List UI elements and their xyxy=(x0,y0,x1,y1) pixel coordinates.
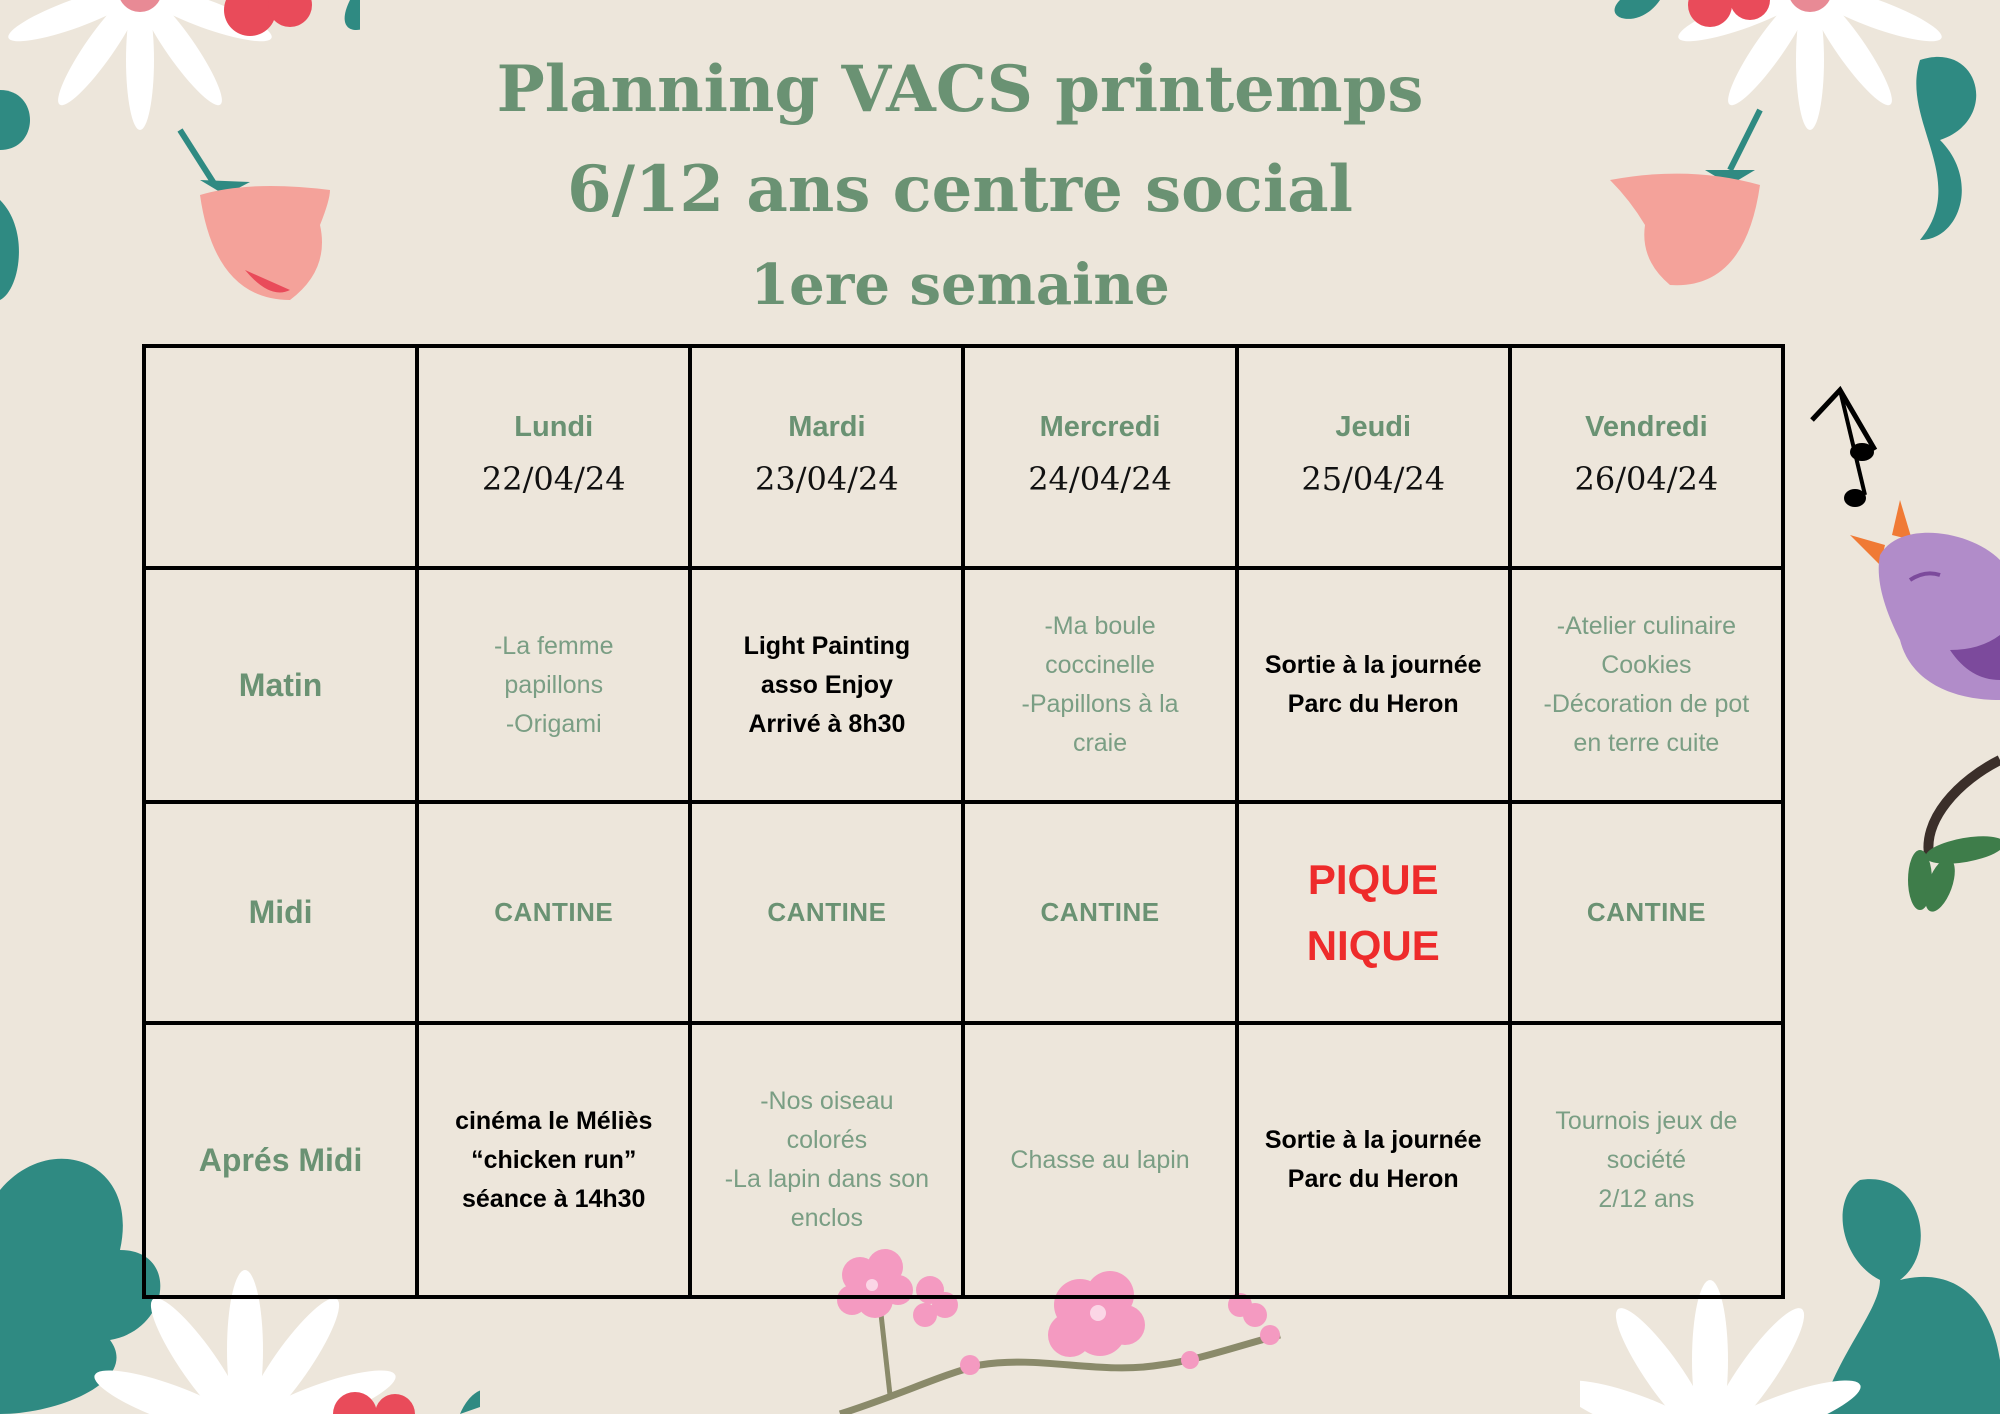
teal-leaf-icon xyxy=(1820,1179,2000,1414)
activity-line: -Ma boule xyxy=(1044,612,1156,640)
activity-line: -Atelier culinaire xyxy=(1556,612,1737,640)
activity-line: -Décoration de pot xyxy=(1543,690,1750,718)
cantine-cell: CANTINE xyxy=(1510,802,1783,1023)
activity-line: coccinelle xyxy=(1045,651,1155,679)
activity-cell xyxy=(1237,568,1510,802)
activity-line: Parc du Heron xyxy=(1287,1165,1459,1193)
title-block xyxy=(0,40,1920,330)
activity-line: en terre cuite xyxy=(1573,729,1720,757)
title-line-2: 6/12 ans centre social xyxy=(567,152,1353,227)
day-header-cell xyxy=(1510,346,1783,568)
cantine-cell: CANTINE xyxy=(417,802,690,1023)
table-row-midi xyxy=(144,802,1783,1023)
table-header-row xyxy=(144,346,1783,568)
activity-cell xyxy=(690,1023,963,1297)
activity-line: cinéma le Méliès xyxy=(455,1106,653,1135)
activity-line: Chasse au lapin xyxy=(1010,1145,1190,1174)
row-label-matin: Matin xyxy=(144,568,417,802)
bird-icon xyxy=(1850,500,2000,700)
activity-cell xyxy=(963,568,1236,802)
music-note-icon xyxy=(1812,390,1875,507)
pique-nique-cell xyxy=(1237,802,1510,1023)
activity-line: -Origami xyxy=(505,709,602,738)
activity-line: 2/12 ans xyxy=(1598,1184,1695,1213)
cantine-cell: CANTINE xyxy=(690,802,963,1023)
day-header-cell xyxy=(1237,346,1510,568)
activity-cell xyxy=(1510,568,1783,802)
title-line-1: Planning VACS printemps xyxy=(496,52,1424,127)
activity-line: Sortie à la journée xyxy=(1264,1126,1482,1154)
day-date: 26/04/24 xyxy=(1574,460,1719,498)
day-header-cell xyxy=(690,346,963,568)
activity-cell xyxy=(690,568,963,802)
activity-line: enclos xyxy=(790,1204,864,1232)
schedule-table xyxy=(142,344,1785,1299)
activity-line: -La femme xyxy=(493,631,614,660)
day-date: 22/04/24 xyxy=(481,460,626,498)
bird-decoration xyxy=(1800,380,2000,920)
activity-line: Tournois jeux de xyxy=(1555,1106,1738,1135)
row-label-apres-midi: Aprés Midi xyxy=(144,1023,417,1297)
table-row-apres-midi xyxy=(144,1023,1783,1297)
row-label-midi: Midi xyxy=(144,802,417,1023)
day-name: Mercredi xyxy=(1039,411,1161,443)
day-date: 23/04/24 xyxy=(755,460,899,498)
activity-line: -Papillons à la xyxy=(1021,690,1179,718)
activity-line: société xyxy=(1606,1145,1686,1174)
cantine-cell: CANTINE xyxy=(963,802,1236,1023)
title-line-3: 1ere semaine xyxy=(750,252,1170,318)
activity-cell xyxy=(963,1023,1236,1297)
day-header-cell xyxy=(963,346,1236,568)
day-header-cell xyxy=(417,346,690,568)
activity-cell xyxy=(417,1023,690,1297)
day-name: Jeudi xyxy=(1335,411,1412,443)
pique-line: NIQUE xyxy=(1306,921,1440,969)
day-name: Mardi xyxy=(788,411,866,443)
activity-line: Cookies xyxy=(1601,651,1692,679)
activity-line: Light Painting xyxy=(743,631,911,660)
activity-line: “chicken run” xyxy=(471,1145,637,1174)
activity-line: asso Enjoy xyxy=(760,670,893,699)
pique-line: PIQUE xyxy=(1307,855,1439,903)
day-name: Vendredi xyxy=(1585,411,1708,443)
activity-line: -La lapin dans son xyxy=(724,1165,930,1193)
table-row-matin xyxy=(144,568,1783,802)
activity-cell xyxy=(1510,1023,1783,1297)
daisy-flower-icon xyxy=(1580,1280,1867,1414)
day-date: 25/04/24 xyxy=(1301,460,1446,498)
activity-line: -Nos oiseau xyxy=(760,1087,894,1115)
day-name: Lundi xyxy=(514,411,594,443)
empty-corner-cell xyxy=(144,346,417,568)
day-date: 24/04/24 xyxy=(1028,460,1172,498)
activity-line: craie xyxy=(1072,729,1128,757)
activity-line: Arrivé à 8h30 xyxy=(748,709,906,738)
activity-line: Sortie à la journée xyxy=(1264,651,1482,679)
activity-line: colorés xyxy=(786,1126,868,1154)
activity-line: séance à 14h30 xyxy=(461,1184,646,1213)
activity-line: Parc du Heron xyxy=(1287,690,1459,718)
activity-cell xyxy=(417,568,690,802)
activity-line: papillons xyxy=(504,670,604,699)
activity-cell xyxy=(1237,1023,1510,1297)
